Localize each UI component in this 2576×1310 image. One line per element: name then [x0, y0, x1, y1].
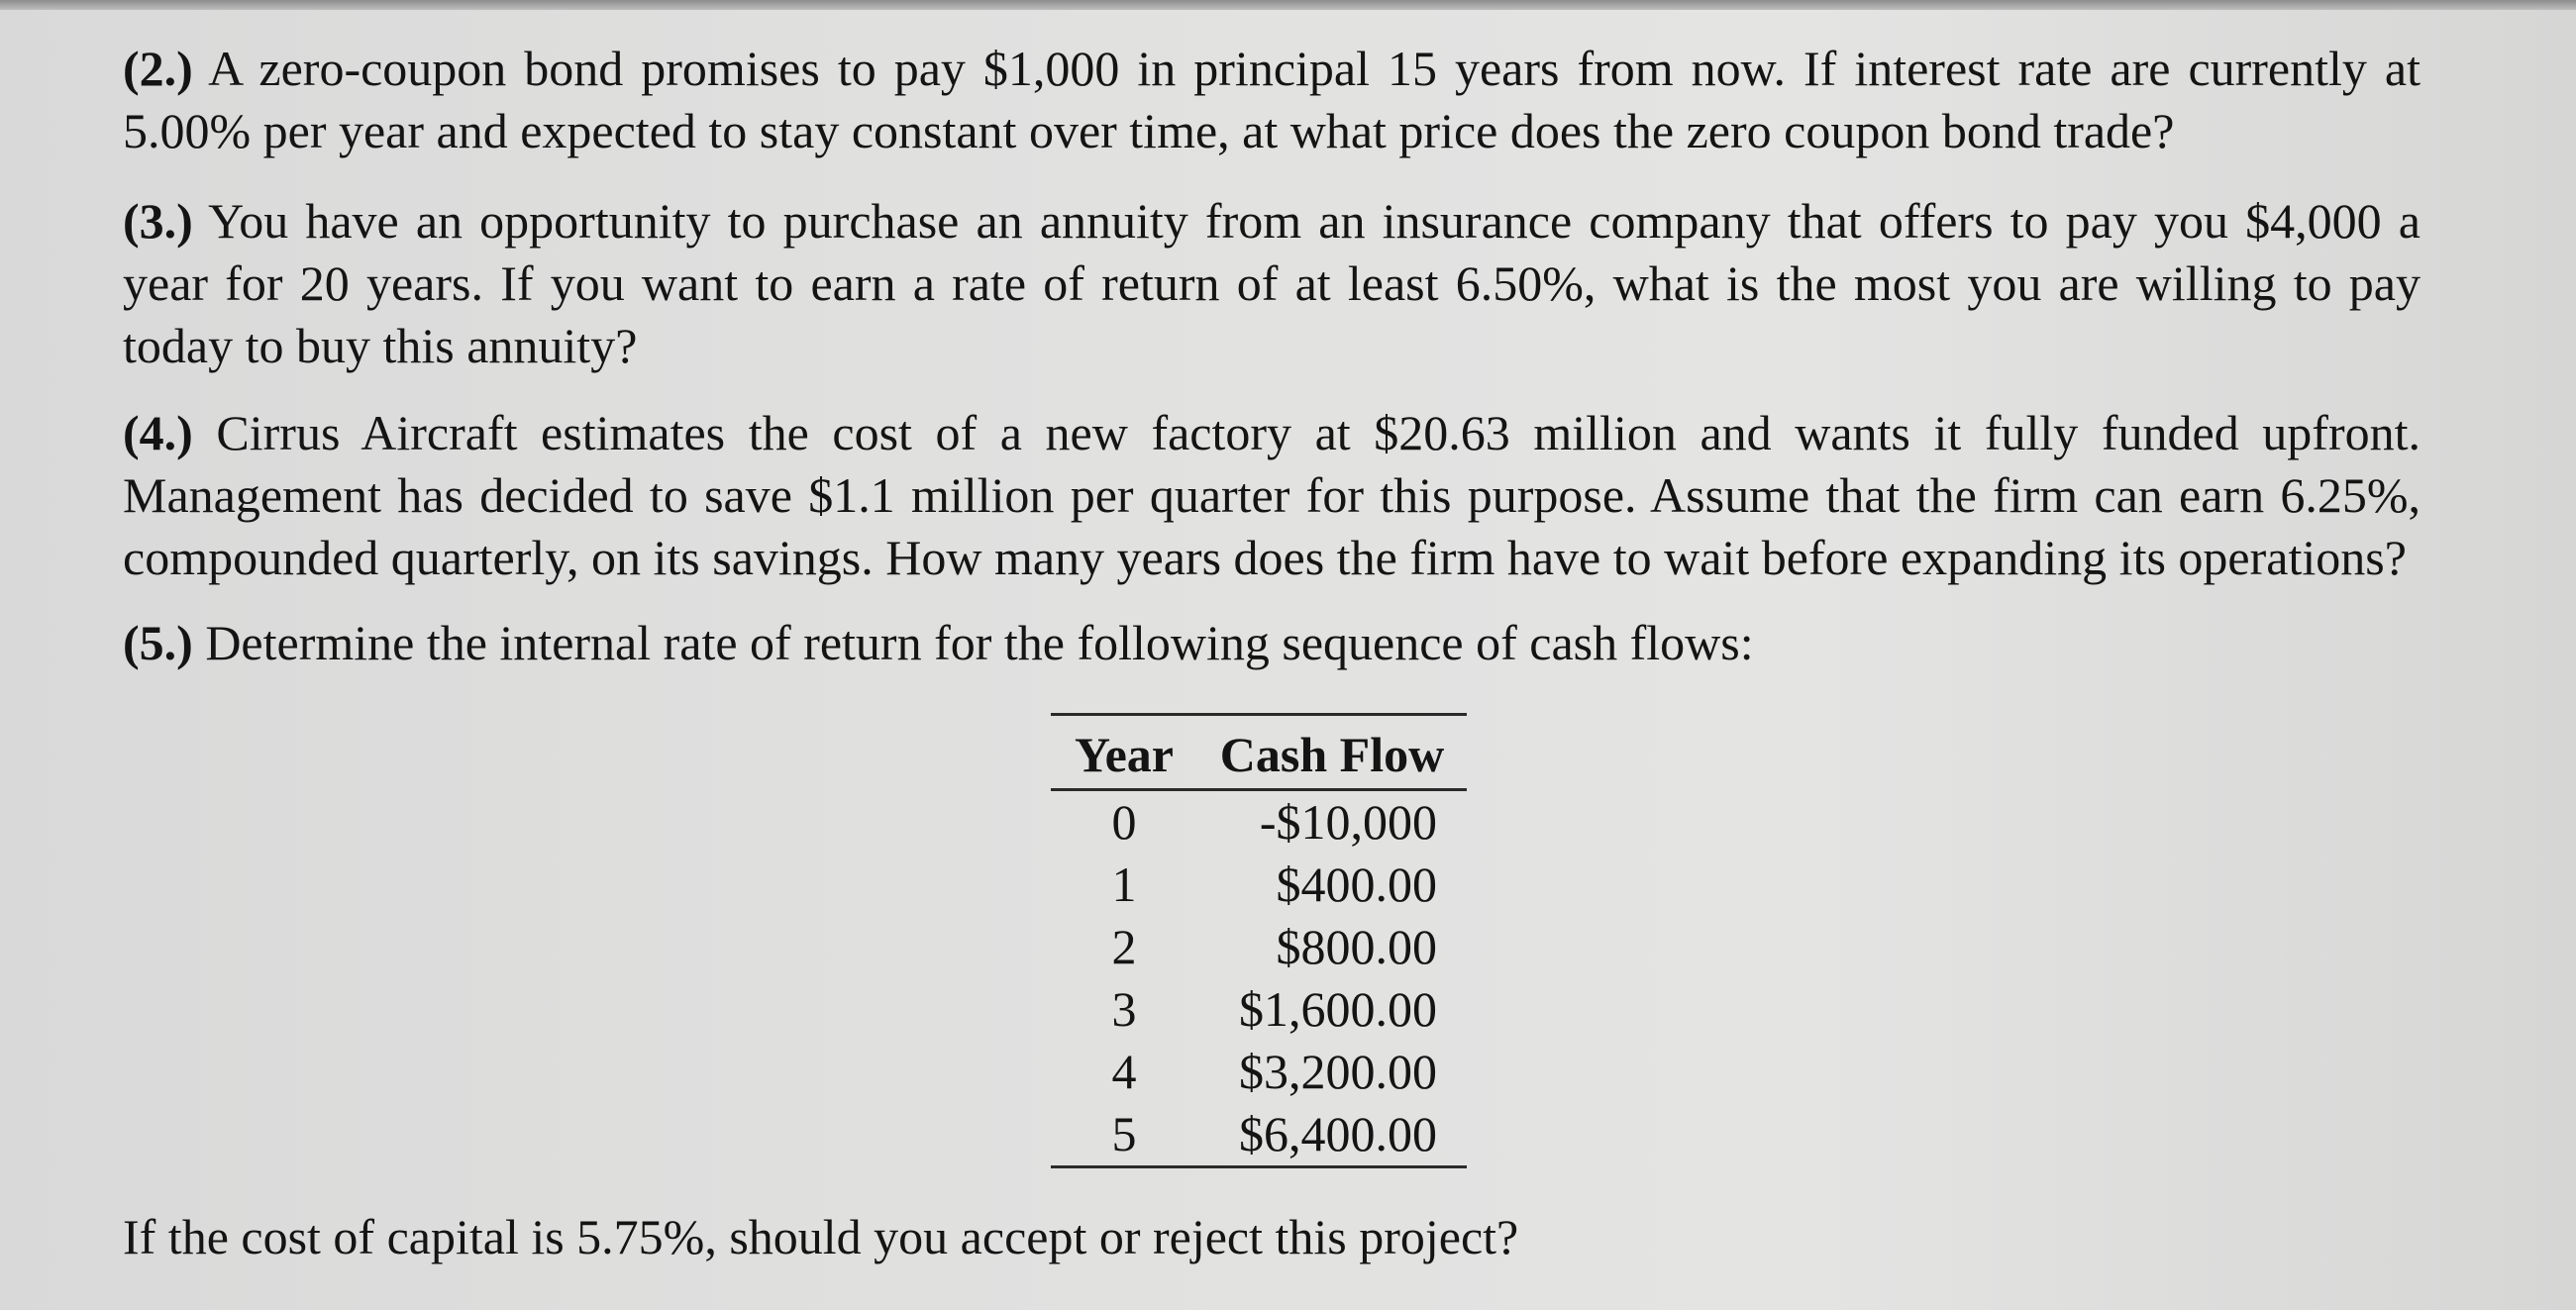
year-cell: 0 [1111, 794, 1137, 850]
cash-flow-cell: $800.00 [1276, 919, 1437, 974]
table-row [1051, 854, 1467, 916]
year-cell: 2 [1111, 919, 1137, 974]
table-header-row [1051, 715, 1467, 790]
question-4-text: Cirrus Aircraft estimates the cost of a new factory at $20.63 million and wants it fully funded upfront. Management has decided to save $1.1 million per quarter for this purpose. Assume that the firm can earn 6.25%, compounded quarterly, on its savings. How many years does the firm have to wait before expanding its operations? [123, 405, 2421, 585]
question-3-number: (3.) [123, 193, 193, 249]
cash-flow-cell: $3,200.00 [1239, 1044, 1437, 1099]
header-year: Year [1051, 715, 1197, 790]
question-2-number: (2.) [123, 41, 193, 96]
question-5 [123, 612, 2421, 674]
year-cell: 4 [1111, 1044, 1137, 1099]
cash-flow-cell: $1,600.00 [1239, 981, 1437, 1037]
cash-flow-table [1051, 713, 1467, 1168]
question-4-number: (4.) [123, 405, 193, 460]
table-row [1051, 978, 1467, 1041]
cash-flow-cell: $400.00 [1276, 857, 1437, 912]
question-3 [123, 190, 2421, 377]
question-3-text: You have an opportunity to purchase an annuity from an insurance company that offers to pay you $4,000 a year for 20 years. If you want to earn a rate of return of at least 6.50%, what is the most you are willing to pay today to buy this annuity? [123, 193, 2421, 373]
question-2-text: A zero-coupon bond promises to pay $1,000 in principal 15 years from now. If interest rate are currently at 5.00% per year and expected to stay constant over time, at what price does the zero coupon bond trade? [123, 41, 2421, 158]
page-top-edge [0, 0, 2576, 10]
year-cell: 1 [1111, 857, 1137, 912]
cash-flow-cell: -$10,000 [1259, 794, 1437, 850]
cash-flow-cell: $6,400.00 [1239, 1106, 1437, 1161]
year-cell: 3 [1111, 981, 1137, 1037]
question-5-number: (5.) [123, 615, 193, 670]
table-row [1051, 1041, 1467, 1103]
table-row [1051, 1103, 1467, 1167]
header-cash-flow: Cash Flow [1197, 715, 1467, 790]
question-2 [123, 38, 2421, 162]
question-4 [123, 402, 2421, 589]
table-row [1051, 916, 1467, 978]
cash-flow-table-wrapper [1051, 713, 1467, 1168]
question-5-text: Determine the internal rate of return for the following sequence of cash flows: [205, 615, 1754, 670]
final-question: If the cost of capital is 5.75%, should you accept or reject this project? [123, 1209, 1519, 1264]
table-row [1051, 790, 1467, 855]
year-cell: 5 [1111, 1106, 1137, 1161]
